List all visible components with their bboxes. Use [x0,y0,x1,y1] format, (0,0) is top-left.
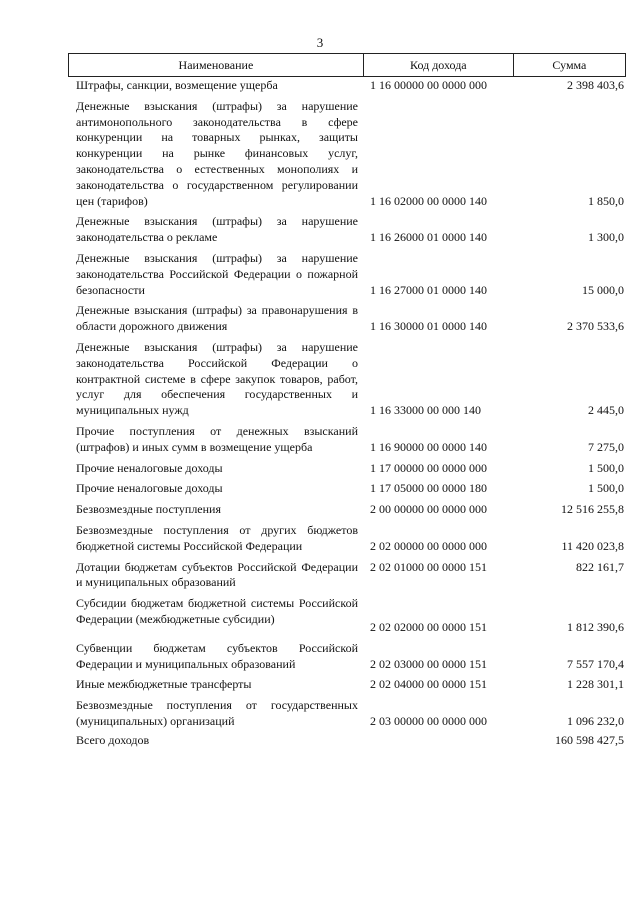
row-code: 1 16 90000 00 0000 140 [370,439,487,454]
row-code: 1 16 30000 01 0000 140 [370,319,487,334]
table-row [68,461,626,477]
table-row [68,78,626,94]
row-code: 1 17 05000 00 0000 180 [370,481,487,496]
row-amount: 2 445,0 [588,403,624,418]
table-row [68,523,626,555]
row-amount: 1 850,0 [588,193,624,208]
row-amount: 2 370 533,6 [567,319,624,334]
table-row [68,698,626,730]
table-row [68,251,626,298]
row-code: 1 16 27000 01 0000 140 [370,282,487,297]
row-amount: 1 812 390,6 [567,619,624,634]
table-row [68,99,626,210]
table-row [68,303,626,335]
table-row [68,424,626,456]
row-name: Прочие поступления от денежных взысканий (штрафов) и иных сумм в возмещение ущерба [76,423,358,454]
total-amount: 160 598 427,5 [555,732,624,747]
row-amount: 2 398 403,6 [567,78,624,92]
row-amount: 822 161,7 [576,559,624,574]
row-name: Иные межбюджетные трансферты [76,677,252,692]
header-amount: Сумма [514,54,626,76]
row-name: Прочие неналоговые доходы [76,460,223,475]
row-code: 2 02 01000 00 0000 151 [370,559,487,574]
row-amount: 15 000,0 [582,282,624,297]
row-code: 1 16 33000 00 000 140 [370,403,481,418]
row-amount: 1 300,0 [588,230,624,245]
row-code: 2 02 00000 00 0000 000 [370,538,487,553]
page-number: 3 [316,35,324,50]
row-amount: 1 500,0 [588,481,624,496]
table-row [68,214,626,246]
table-row [68,502,626,518]
row-name: Денежные взыскания (штрафы) за нарушение законодательства Российской Федерации о пожарной безопасности [76,250,358,297]
row-name: Штрафы, санкции, возмещение ущерба [76,78,278,92]
table-row [68,596,626,636]
header-name: Наименование [68,54,364,76]
row-name: Субсидии бюджетам бюджетной системы Российской Федерации (межбюджетные субсидии) [76,596,358,626]
row-amount: 1 500,0 [588,460,624,475]
row-code: 1 16 00000 00 0000 000 [370,78,487,92]
row-code: 2 02 04000 00 0000 151 [370,677,487,692]
row-name: Денежные взыскания (штрафы) за правонарушения в области дорожного движения [76,303,358,334]
row-name: Денежные взыскания (штрафы) за нарушение законодательства о рекламе [76,214,358,245]
row-name: Безвозмездные поступления [76,502,221,517]
row-amount: 1 096 232,0 [567,713,624,728]
row-code: 1 16 02000 00 0000 140 [370,193,487,208]
row-name: Субвенции бюджетам субъектов Российской Федерации и муниципальных образований [76,640,358,671]
table-row-total [68,733,626,749]
row-code: 2 00 00000 00 0000 000 [370,502,487,517]
row-code: 1 17 00000 00 0000 000 [370,460,487,475]
row-amount: 7 275,0 [588,439,624,454]
header-code: Код дохода [364,54,514,76]
table-row [68,560,626,592]
row-code: 2 02 02000 00 0000 151 [370,619,487,634]
row-amount: 1 228 301,1 [567,677,624,692]
table-row [68,481,626,497]
row-name: Дотации бюджетам субъектов Российской Федерации и муниципальных образований [76,559,358,590]
table-row [68,641,626,673]
table-header [68,53,626,77]
row-name: Безвозмездные поступления от государственных (муниципальных) организаций [76,698,358,728]
row-code: 1 16 26000 01 0000 140 [370,230,487,245]
row-amount: 11 420 023,8 [561,538,624,553]
row-name: Безвозмездные поступления от других бюджетов бюджетной системы Российской Федерации [76,522,358,553]
row-name: Прочие неналоговые доходы [76,481,223,496]
revenue-table [68,53,626,748]
table-row [68,677,626,693]
row-name: Денежные взыскания (штрафы) за нарушение антимонопольного законодательства в сфере конкуренции на товарных рынках, защиты конкуренции на рынке финансовых услуг, законодательства о естественных монополиях и законодательства о государственном регулировании цен (тарифов) [76,98,358,208]
table-row [68,340,626,419]
row-amount: 12 516 255,8 [561,502,624,517]
row-code: 2 02 03000 00 0000 151 [370,656,487,671]
row-amount: 7 557 170,4 [567,656,624,671]
row-name: Денежные взыскания (штрафы) за нарушение законодательства Российской Федерации о контрактной системе в сфере закупок товаров, работ, услуг для обеспечения государственных и муниципальных нужд [76,339,358,418]
row-code: 2 03 00000 00 0000 000 [370,713,487,728]
total-label: Всего доходов [76,732,150,747]
